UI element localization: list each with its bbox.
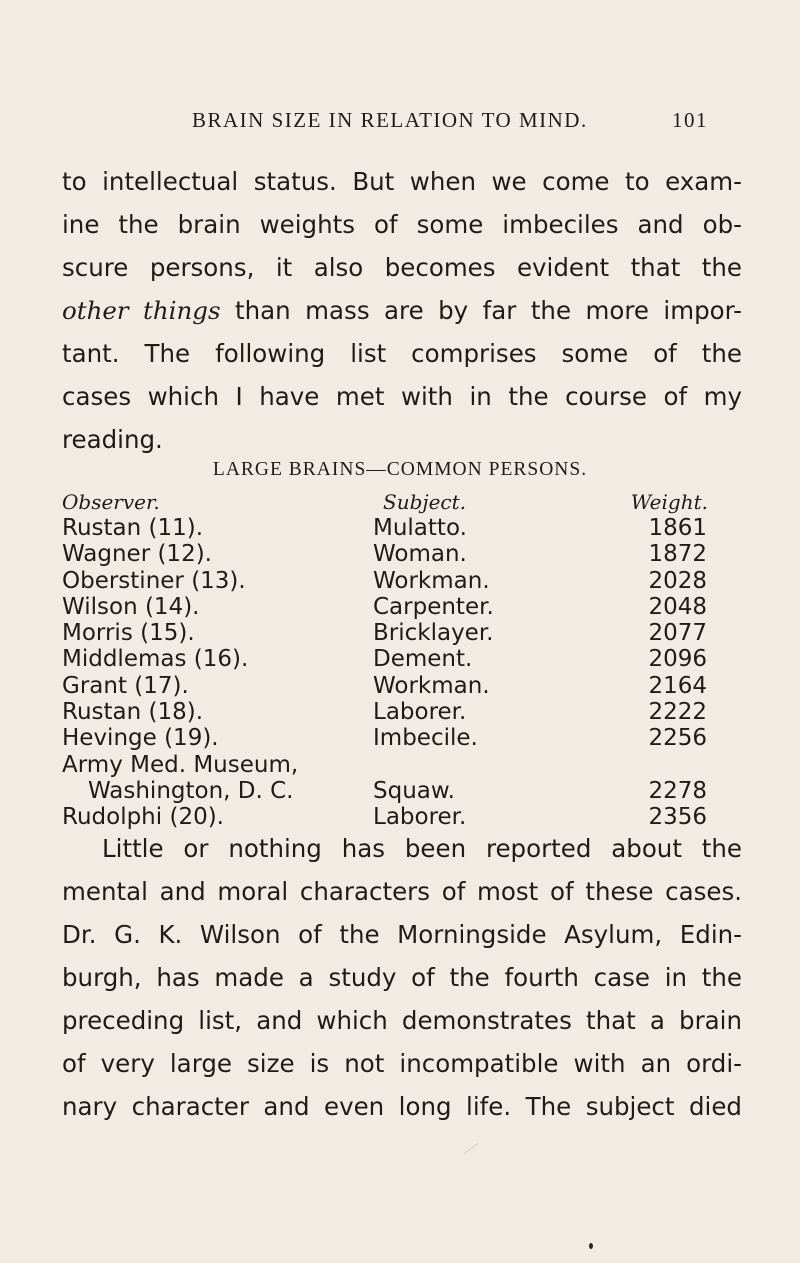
table-row (0, 568, 800, 594)
paragraph-line: tant. The following list comprises some of the (62, 339, 742, 368)
table-row (0, 594, 800, 620)
cell-subject: Laborer. (373, 804, 467, 831)
paragraph-line: of very large size is not incompatible with an ordi- (62, 1049, 742, 1078)
cell-weight: 2222 (648, 699, 707, 726)
running-head (0, 108, 800, 138)
table-row (0, 541, 800, 567)
paragraph-line: burgh, has made a study of the fourth case in the (62, 963, 742, 992)
cell-subject: Workman. (373, 672, 490, 699)
paragraph-line-emphasis (62, 289, 742, 332)
cell-weight: 1872 (648, 541, 707, 568)
line-rest: than mass are by far the more impor- (220, 296, 742, 325)
cell-weight: 2096 (648, 646, 707, 673)
table-row (0, 673, 800, 699)
cell-observer: Grant (17). (62, 672, 189, 699)
paragraph-line: to intellectual status. But when we come to exam- (62, 167, 742, 196)
cell-subject: Bricklayer. (373, 620, 494, 647)
page-number: 101 (672, 108, 708, 132)
table-row (0, 752, 800, 778)
table-row (0, 699, 800, 725)
cell-observer: Hevinge (19). (62, 725, 219, 752)
cell-observer: Army Med. Museum, (62, 751, 299, 778)
cell-subject: Dement. (373, 646, 473, 673)
ink-speck (589, 1243, 593, 1249)
paragraph-line: cases which I have met with in the course of my (62, 382, 742, 411)
italic-phrase: other things (62, 296, 221, 325)
cell-observer: Rustan (11). (62, 515, 204, 541)
cell-subject: Laborer. (373, 699, 467, 726)
table-body (0, 515, 800, 831)
paragraph-line: reading. (62, 425, 163, 454)
cell-observer: Rustan (18). (62, 699, 204, 726)
cell-subject: Woman. (373, 541, 467, 568)
cell-observer: Rudolphi (20). (62, 804, 224, 831)
cell-weight: 2048 (648, 593, 707, 620)
paragraph-line: Dr. G. K. Wilson of the Morningside Asylum, Edin- (62, 920, 742, 949)
paragraph-2 (62, 827, 742, 1128)
cell-weight: 2028 (648, 567, 707, 594)
table-row (0, 725, 800, 751)
table-row (0, 515, 800, 541)
column-header-subject: Subject. (383, 490, 467, 514)
cell-observer: Morris (15). (62, 620, 195, 647)
table-row (0, 620, 800, 646)
table-title: LARGE BRAINS—COMMON PERSONS. (212, 459, 588, 480)
cell-weight: 2256 (648, 725, 707, 752)
cell-subject: Workman. (373, 567, 490, 594)
cell-weight: 2077 (648, 620, 707, 647)
cell-weight: 2278 (648, 777, 707, 804)
cell-subject: Imbecile. (373, 725, 478, 752)
paragraph-line: nary character and even long life. The subject died (62, 1092, 742, 1121)
column-header-observer: Observer. (62, 490, 160, 514)
cell-observer: Wilson (14). (62, 593, 200, 620)
cell-observer: Washington, D. C. (88, 777, 294, 804)
cell-weight: 2164 (648, 672, 707, 699)
paragraph-line: preceding list, and which demonstrates that a brain (62, 1006, 742, 1035)
paragraph-line: ine the brain weights of some imbeciles and ob- (62, 210, 742, 239)
cell-subject: Carpenter. (373, 593, 494, 620)
paper-mark (463, 1143, 478, 1154)
paragraph-line: Little or nothing has been reported about the (102, 834, 742, 863)
cell-weight: 2356 (648, 804, 707, 831)
paragraph-line: mental and moral characters of most of these cases. (62, 877, 742, 906)
table-row (0, 778, 800, 804)
paragraph-line: scure persons, it also becomes evident that the (62, 253, 742, 282)
table-row (0, 646, 800, 672)
paragraph-1 (62, 160, 742, 461)
cell-subject: Mulatto. (373, 515, 467, 541)
cell-observer: Oberstiner (13). (62, 567, 246, 594)
cell-weight: 1861 (648, 515, 707, 541)
table-header (0, 490, 800, 518)
column-header-weight: Weight. (630, 490, 708, 514)
running-head-title: BRAIN SIZE IN RELATION TO MIND. (192, 108, 588, 132)
cell-observer: Wagner (12). (62, 541, 212, 568)
cell-observer: Middlemas (16). (62, 646, 249, 673)
cell-subject: Squaw. (373, 777, 455, 804)
